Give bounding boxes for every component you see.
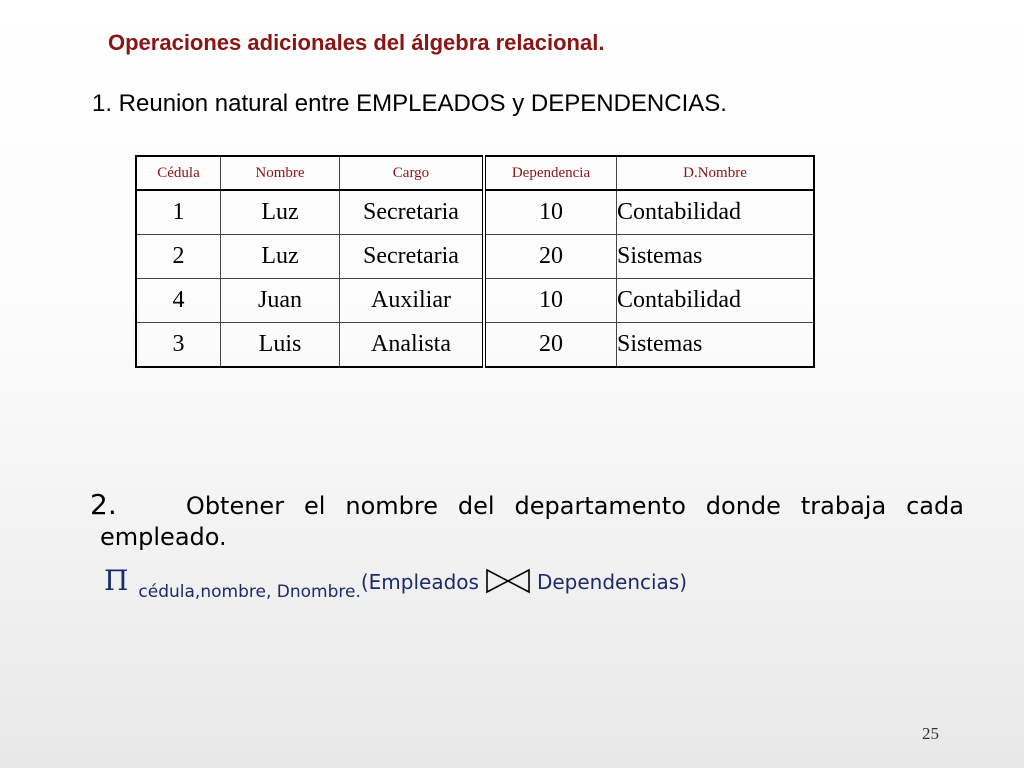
table-row — [136, 190, 814, 235]
table-row — [136, 279, 814, 323]
point-word: trabaja — [800, 492, 887, 520]
point-word: el — [304, 492, 326, 520]
page-number: 25 — [922, 724, 939, 743]
table-header-row — [136, 156, 814, 190]
header-cedula: Cédula — [136, 156, 221, 190]
cell-cargo: Auxiliar — [340, 279, 485, 323]
cell-nombre: Luz — [221, 235, 340, 279]
cell-dnombre: Sistemas — [617, 235, 815, 279]
table-row — [136, 235, 814, 279]
point-number: 2. — [90, 488, 117, 521]
header-dnombre: D.Nombre — [617, 156, 815, 190]
cell-dependencia: 10 — [484, 279, 617, 323]
cell-nombre: Juan — [221, 279, 340, 323]
cell-dependencia: 20 — [484, 323, 617, 368]
cell-cedula: 2 — [136, 235, 221, 279]
section-subtitle: 1. Reunion natural entre EMPLEADOS y DEPENDENCIAS. — [92, 90, 727, 117]
cell-dependencia: 10 — [484, 190, 617, 235]
cell-cedula: 4 — [136, 279, 221, 323]
cell-nombre: Luz — [221, 190, 340, 235]
point-word: nombre — [345, 492, 438, 520]
natural-join-bowtie-icon — [483, 566, 533, 596]
header-nombre: Nombre — [221, 156, 340, 190]
table-row — [136, 323, 814, 368]
cell-cargo: Analista — [340, 323, 485, 368]
point-word: donde — [705, 492, 781, 520]
projection-attributes: cédula,nombre, Dnombre. — [138, 582, 361, 602]
slide-title: Operaciones adicionales del álgebra relacional. — [108, 30, 605, 55]
cell-nombre: Luis — [221, 323, 340, 368]
right-operand: Dependencias) — [536, 570, 688, 594]
cell-cedula: 1 — [136, 190, 221, 235]
point-word: cada — [906, 492, 964, 520]
cell-cargo: Secretaria — [340, 190, 485, 235]
header-dependencia: Dependencia — [484, 156, 617, 190]
cell-dependencia: 20 — [484, 235, 617, 279]
point-word: departamento — [514, 492, 686, 520]
header-cargo: Cargo — [340, 156, 485, 190]
point-2 — [90, 488, 964, 551]
cell-cargo: Secretaria — [340, 235, 485, 279]
left-operand: (Empleados — [360, 570, 479, 594]
cell-cedula: 3 — [136, 323, 221, 368]
cell-dnombre: Contabilidad — [617, 190, 815, 235]
cell-dnombre: Sistemas — [617, 331, 703, 357]
cell-dnombre: Contabilidad — [617, 279, 815, 323]
point-2-continuation: empleado. — [100, 523, 227, 551]
join-result-table — [135, 155, 815, 368]
point-word: Obtener — [185, 492, 285, 520]
point-word: del — [457, 492, 495, 520]
point-2-first-line — [90, 488, 964, 521]
relational-algebra-expression — [104, 566, 687, 602]
projection-operator: Π — [104, 564, 129, 597]
